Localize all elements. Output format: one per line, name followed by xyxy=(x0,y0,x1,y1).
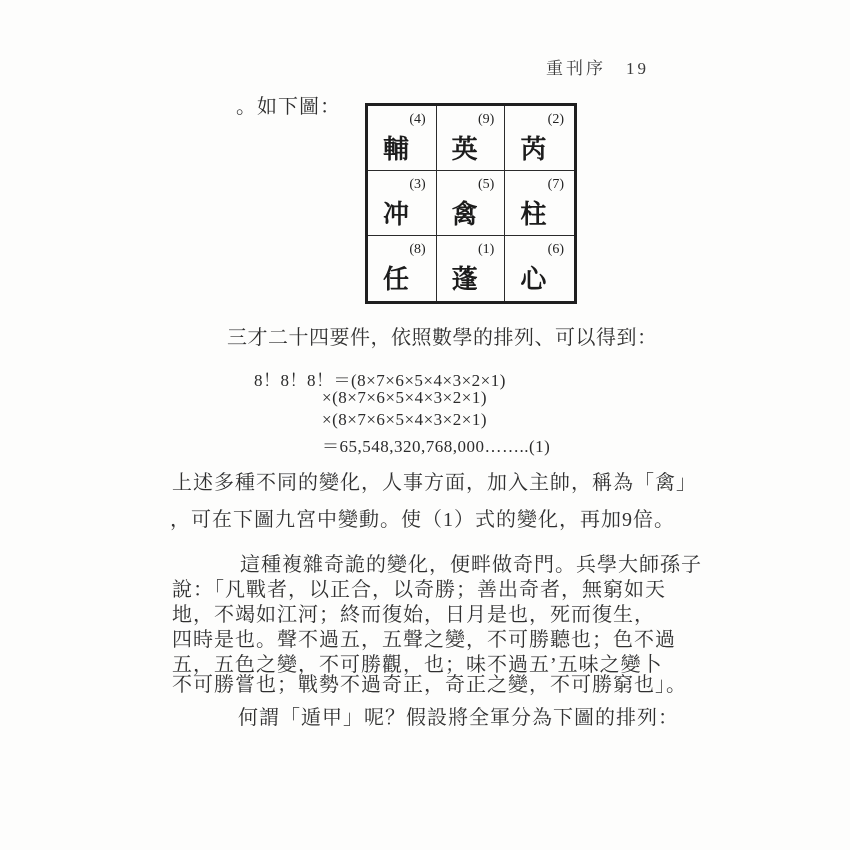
page-header: 重刊序 19 xyxy=(546,59,649,78)
paragraph-line: ，可在下圖九宮中變動。使（1）式的變化，再加9倍。 xyxy=(170,509,675,531)
paragraph-line: 五，五色之變，不可勝觀，也；味不過五’五味之變卜 xyxy=(172,654,663,676)
nine-palace-grid xyxy=(365,103,577,304)
cell-number: (7) xyxy=(547,177,564,192)
cell-number: (4) xyxy=(409,112,426,127)
grid-cell xyxy=(437,106,506,171)
paragraph-line: 這種複雜奇詭的變化，便畔做奇門。兵學大師孫子 xyxy=(240,554,702,576)
cell-character: 英 xyxy=(451,135,478,164)
grid-cell xyxy=(505,236,574,301)
paragraph-line: 地，不竭如江河；終而復始，日月是也，死而復生， xyxy=(172,604,655,626)
cell-number: (8) xyxy=(409,242,426,257)
cell-character: 輔 xyxy=(383,135,410,164)
cell-character: 禽 xyxy=(451,200,478,229)
intro-line: 。如下圖： xyxy=(236,96,341,118)
cell-character: 蓬 xyxy=(451,265,478,294)
grid-cell xyxy=(505,106,574,171)
sancai-line: 三才二十四要件，依照數學的排列、可以得到： xyxy=(227,327,658,349)
formula-line-1: 8！8！8！＝(8×7×6×5×4×3×2×1) xyxy=(254,371,506,390)
paragraph-line: 說：「凡戰者，以正合，以奇勝；善出奇者，無窮如天 xyxy=(172,579,666,601)
formula-line-3: ×(8×7×6×5×4×3×2×1) xyxy=(322,410,488,429)
cell-number: (1) xyxy=(478,242,495,257)
paragraph-line: 四時是也。聲不過五，五聲之變，不可勝聽也；色不過 xyxy=(172,629,676,651)
grid-cell xyxy=(368,171,437,236)
grid-cell xyxy=(368,236,437,301)
cell-character: 心 xyxy=(520,265,547,294)
cell-number: (6) xyxy=(547,242,564,257)
cell-character: 柱 xyxy=(520,200,547,229)
cell-character: 芮 xyxy=(520,135,547,164)
cell-number: (9) xyxy=(478,112,495,127)
paragraph-line: 不可勝嘗也；戰勢不過奇正，奇正之變，不可勝窮也」。 xyxy=(172,674,687,696)
cell-number: (5) xyxy=(478,177,495,192)
cell-character: 冲 xyxy=(383,200,410,229)
formula-line-4: ＝65,548,320,768,000……..(1) xyxy=(322,437,551,456)
grid-cell xyxy=(368,106,437,171)
paragraph-line: 上述多種不同的變化，人事方面，加入主帥，稱為「禽」 xyxy=(172,472,697,494)
cell-number: (2) xyxy=(547,112,564,127)
cell-character: 任 xyxy=(383,265,410,294)
grid-cell xyxy=(505,171,574,236)
formula-line-2: ×(8×7×6×5×4×3×2×1) xyxy=(322,388,488,407)
closing-line: 何謂「遁甲」呢？假設將全軍分為下圖的排列： xyxy=(238,707,679,729)
cell-number: (3) xyxy=(409,177,426,192)
grid-cell xyxy=(437,236,506,301)
grid-cell xyxy=(437,171,506,236)
